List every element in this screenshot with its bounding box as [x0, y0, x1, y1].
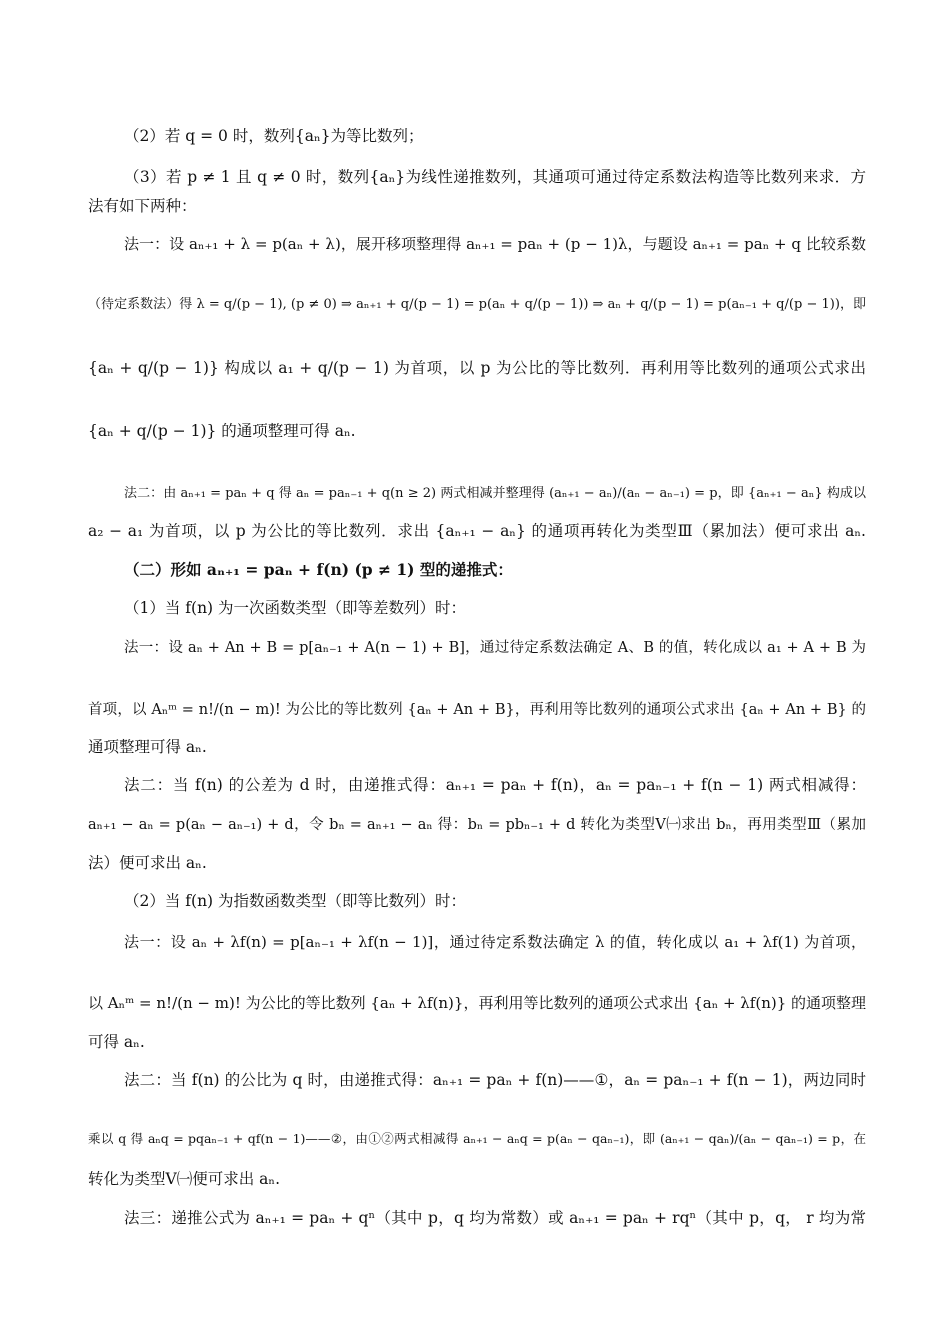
- paragraph-line: 法二：当 f(n) 的公差为 d 时，由递推式得：aₙ₊₁ = paₙ + f(n)，aₙ = paₙ₋₁ + f(n − 1) 两式相减得：: [124, 776, 866, 794]
- paragraph-line: （2）若 q = 0 时，数列{aₙ}为等比数列；: [124, 127, 424, 145]
- paragraph-line: aₙ₊₁ − aₙ = p(aₙ − aₙ₋₁) + d，令 bₙ = aₙ₊₁ − aₙ 得：bₙ = pbₙ₋₁ + d 转化为类型Ⅴ㈠求出 bₙ，再用类型Ⅲ（累加: [88, 817, 866, 833]
- paragraph-line: 乘以 q 得 aₙq = pqaₙ₋₁ + qf(n − 1)——②，由①②两式相减得 aₙ₊₁ − aₙq = p(aₙ − qaₙ₋₁)，即 (aₙ₊₁ − qaₙ)/(aₙ − qaₙ₋₁) = p，在: [88, 1131, 866, 1146]
- paragraph-line: 法二：由 aₙ₊₁ = paₙ + q 得 aₙ = paₙ₋₁ + q(n ≥ 2) 两式相减并整理得 (aₙ₊₁ − aₙ)/(aₙ − aₙ₋₁) = p，即 {aₙ₊₁ − aₙ} 构成以: [124, 486, 866, 501]
- paragraph-line: 法一：设 aₙ + An + B = p[aₙ₋₁ + A(n − 1) + B]，通过待定系数法确定 A、B 的值，转化成以 a₁ + A + B 为: [124, 640, 866, 656]
- paragraph-line: 法一：设 aₙ₊₁ + λ = p(aₙ + λ)，展开移项整理得 aₙ₊₁ = paₙ + (p − 1)λ，与题设 aₙ₊₁ = paₙ + q 比较系数: [124, 235, 866, 253]
- paragraph-line: 法一：设 aₙ + λf(n) = p[aₙ₋₁ + λf(n − 1)]，通过待定系数法确定 λ 的值，转化成以 a₁ + λf(1) 为首项，: [124, 933, 866, 951]
- paragraph-line: 以 Aₙᵐ = n!/(n − m)! 为公比的等比数列 {aₙ + λf(n)}，再利用等比数列的通项公式求出 {aₙ + λf(n)} 的通项整理: [88, 994, 866, 1012]
- paragraph-line: 转化为类型Ⅴ㈠便可求出 aₙ.: [88, 1170, 280, 1188]
- paragraph-line: 法二：当 f(n) 的公比为 q 时，由递推式得：aₙ₊₁ = paₙ + f(n)——①，aₙ = paₙ₋₁ + f(n − 1)，两边同时: [124, 1071, 866, 1089]
- paragraph-line: {aₙ + q/(p − 1)} 构成以 a₁ + q/(p − 1) 为首项，以 p 为公比的等比数列．再利用等比数列的通项公式求出: [88, 359, 866, 377]
- paragraph-line: a₂ − a₁ 为首项，以 p 为公比的等比数列．求出 {aₙ₊₁ − aₙ} 的通项再转化为类型Ⅲ（累加法）便可求出 aₙ.: [88, 522, 866, 540]
- paragraph-line: 首项，以 Aₙᵐ = n!/(n − m)! 为公比的等比数列 {aₙ + An + B}，再利用等比数列的通项公式求出 {aₙ + An + B} 的: [88, 702, 866, 718]
- paragraph-line: 法）便可求出 aₙ.: [88, 854, 207, 872]
- paragraph-line: 法有如下两种：: [88, 197, 197, 215]
- paragraph-line: （3）若 p ≠ 1 且 q ≠ 0 时，数列{aₙ}为线性递推数列，其通项可通过待定系数法构造等比数列来求．方: [124, 168, 866, 186]
- paragraph-line: （2）当 f(n) 为指数函数类型（即等比数列）时：: [124, 892, 467, 910]
- paragraph-line: 通项整理可得 aₙ.: [88, 738, 207, 756]
- paragraph-line: （1）当 f(n) 为一次函数类型（即等差数列）时：: [124, 599, 467, 617]
- paragraph-line: （待定系数法）得 λ = q/(p − 1), (p ≠ 0) ⇒ aₙ₊₁ + q/(p − 1) = p(aₙ + q/(p − 1)) ⇒ aₙ + q/(p − 1) = p(aₙ₋₁ + q/(p − 1))，即: [88, 297, 866, 312]
- paragraph-line: {aₙ + q/(p − 1)} 的通项整理可得 aₙ.: [88, 422, 356, 440]
- section-heading: （二）形如 aₙ₊₁ = paₙ + f(n) (p ≠ 1) 型的递推式：: [124, 560, 513, 579]
- paragraph-line: 可得 aₙ.: [88, 1033, 145, 1051]
- paragraph-line: 法三：递推公式为 aₙ₊₁ = paₙ + qⁿ（其中 p，q 均为常数）或 aₙ₊₁ = paₙ + rqⁿ（其中 p，q， r 均为常: [124, 1209, 866, 1227]
